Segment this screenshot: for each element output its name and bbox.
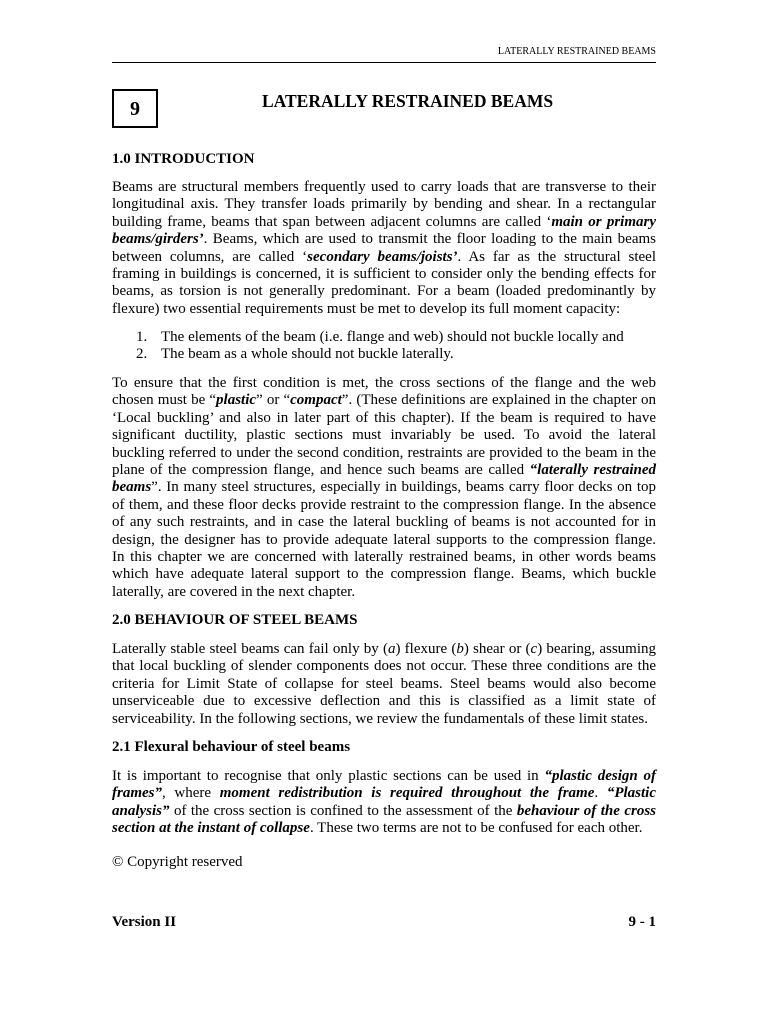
text-segment: Laterally stable steel beams can fail only by (: [112, 641, 388, 657]
paragraph-line: [112, 479, 656, 496]
paragraph-line: serviceability. In the following sections, we review the fundamentals of these limit states.: [112, 710, 648, 727]
paragraph-line: To ensure that the first condition is met, the cross sections of the flange and the web: [112, 375, 656, 391]
paragraph-line: buckling referred to under the second condition, restraints are provided to the beam in the: [112, 444, 656, 461]
text-segment: ) flexure (: [395, 641, 457, 657]
paragraph-line: [112, 214, 656, 231]
requirements-list: [112, 329, 656, 364]
list-item: [112, 346, 656, 363]
text-segment: ” or “: [256, 392, 291, 409]
paragraph-line: [112, 785, 656, 802]
paragraph-line: of them, and these floor decks provide restraint to the compression flange. In the absence: [112, 496, 656, 513]
paragraph-line: beams, as torsion is not generally predominant. For a beam (loaded predominantly by: [112, 283, 656, 300]
paragraph-line: design, the designer has to provide adequate lateral supports to the compression flange.: [112, 531, 656, 548]
header-rule: [112, 62, 656, 63]
emphasized-term: plastic: [216, 392, 257, 409]
emphasized-term: beams/girders’: [112, 231, 204, 248]
paragraph-line: [112, 392, 656, 409]
copyright-notice: © Copyright reserved: [112, 854, 243, 870]
text-segment: . As far as the structural steel: [457, 248, 656, 265]
emphasized-term: analysis”: [112, 802, 170, 819]
paragraph-line: of any such restraints, and in case the lateral buckling of beams is not accounted for in: [112, 514, 656, 531]
paragraph-line: [112, 768, 656, 785]
text-segment: . These two terms are not to be confused for each other.: [309, 820, 643, 837]
text-segment: . Beams, which are used to transmit the floor loading to the main beams: [203, 231, 656, 248]
paragraph-line: [112, 820, 656, 837]
paragraph-line: Beams are structural members frequently used to carry loads that are transverse to their: [112, 179, 656, 195]
list-text: The beam as a whole should not buckle laterally.: [161, 346, 454, 363]
emphasized-term: behaviour of the cross: [516, 802, 656, 819]
emphasized-term: “plastic design of: [544, 768, 656, 784]
section-heading-behaviour: 2.0 BEHAVIOUR OF STEEL BEAMS: [112, 612, 358, 628]
emphasized-term: secondary beams/joists’: [307, 248, 458, 265]
paragraph-line: [112, 462, 656, 479]
italic-label: b: [456, 641, 464, 657]
text-segment: building frame, beams that span between adjacent columns are called ‘: [112, 213, 552, 230]
footer-page-number: 9 - 1: [628, 914, 656, 930]
text-segment: ”. (These definitions are explained in the chapter on: [341, 392, 656, 409]
chapter-title: LATERALLY RESTRAINED BEAMS: [262, 91, 554, 111]
paragraph-line: ‘Local buckling’ and also in later part of this chapter). If the beam is required to have: [112, 409, 656, 426]
text-segment: It is important to recognise that only plastic sections can be used in: [112, 768, 545, 784]
list-number: 1.: [136, 329, 148, 345]
footer-version: Version II: [112, 914, 177, 930]
flexural-paragraph: [112, 768, 656, 838]
emphasized-term: frames”: [112, 785, 162, 802]
text-segment: ”. In many steel structures, especially in buildings, beams carry floor decks on top: [151, 479, 656, 496]
text-segment: between columns, are called ‘: [112, 248, 308, 265]
text-segment: ) bearing, assuming: [537, 641, 656, 657]
paragraph-line: which have adequate lateral support to the compression flange. Beams, which buckle: [112, 566, 656, 583]
chapter-number-box: [112, 89, 158, 128]
paragraph-line: unserviceable due to excessive deflection and this is classified as a limit state of: [112, 693, 656, 710]
chapter-number: 9: [130, 97, 140, 120]
paragraph-line: [112, 231, 656, 248]
paragraph-line: flexure) two essential requirements must be met to develop its full moment capacity:: [112, 300, 621, 317]
behaviour-paragraph: [112, 641, 656, 728]
paragraph-line: significant ductility, plastic sections must invariably be used. To avoid the lateral: [112, 427, 656, 444]
paragraph-line: [112, 641, 656, 658]
text-segment: chosen must be “: [112, 392, 217, 409]
intro-paragraph-2: [112, 375, 656, 601]
italic-label: c: [530, 641, 538, 657]
list-text: The elements of the beam (i.e. flange and web) should not buckle locally and: [161, 329, 624, 345]
emphasized-term: compact: [290, 392, 342, 409]
text-segment: plane of the compression flange, and hence such beams are called: [112, 461, 530, 478]
section-heading-flexural: 2.1 Flexural behaviour of steel beams: [112, 739, 351, 755]
intro-paragraph-1: [112, 179, 656, 318]
emphasized-term: “laterally restrained: [529, 461, 657, 478]
paragraph-line: criteria for Limit State of collapse for steel beams. Steel beams would also become: [112, 675, 656, 692]
emphasized-term: section at the instant of collapse: [112, 820, 310, 837]
emphasized-term: main or primary: [551, 213, 656, 230]
running-header: LATERALLY RESTRAINED BEAMS: [497, 46, 656, 57]
paragraph-line: [112, 249, 656, 266]
paragraph-line: laterally, are covered in the next chapter.: [112, 583, 356, 600]
text-segment: .: [594, 785, 607, 802]
emphasized-term: “Plastic: [606, 785, 656, 802]
paragraph-line: framing in buildings is concerned, it is sufficient to consider only the bending effects for: [112, 265, 656, 282]
list-number: 2.: [136, 346, 148, 363]
emphasized-term: moment redistribution is required throughout the frame: [219, 785, 595, 802]
text-segment: , where: [162, 785, 220, 802]
paragraph-line: [112, 803, 656, 820]
paragraph-line: In this chapter we are concerned with laterally restrained beams, in other words beams: [112, 548, 656, 565]
text-segment: of the cross section is confined to the assessment of the: [169, 802, 517, 819]
text-segment: ) shear or (: [463, 641, 531, 657]
italic-label: a: [387, 641, 396, 657]
paragraph-line: longitudinal axis. They transfer loads primarily by bending and shear. In a rectangular: [112, 196, 656, 213]
paragraph-line: that local buckling of slender components does not occur. These three conditions are the: [112, 658, 656, 675]
emphasized-term: beams: [112, 479, 152, 496]
list-item: [112, 329, 656, 346]
section-heading-introduction: 1.0 INTRODUCTION: [112, 151, 255, 167]
